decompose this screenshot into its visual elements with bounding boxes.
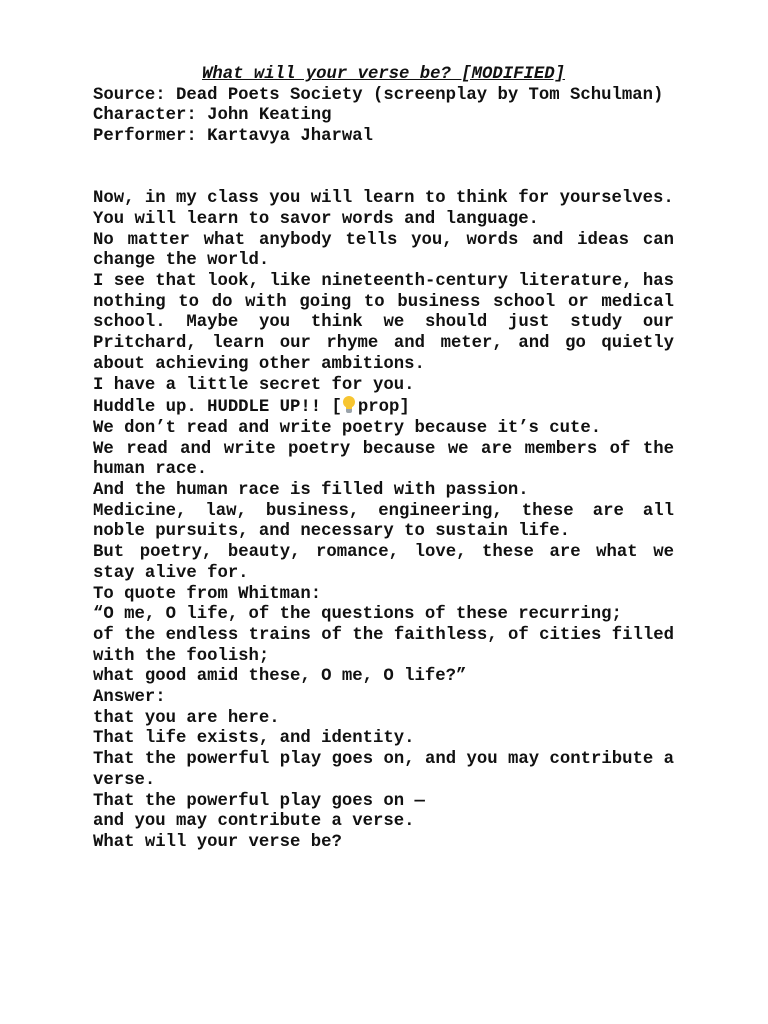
document-page: [93, 64, 674, 854]
text-line: “O me, O life, of the questions of these recurring;: [93, 605, 622, 625]
text-line: I see that look, like nineteenth‐century literature, has nothing to do with going to business school or medical school. Maybe you think we should just study our Pritchard, learn our rhyme and meter, and go quietly about achieving other ambitions.: [93, 272, 674, 374]
lightbulb-icon: [342, 396, 356, 414]
huddle-text-after: prop]: [357, 398, 410, 418]
text-line: what good amid these, O me, O life?”: [93, 667, 467, 687]
text-line: Answer:: [93, 688, 166, 708]
text-line: You will learn to savor words and language.: [93, 209, 539, 229]
section-spacer: [93, 148, 674, 189]
text-line: Now, in my class you will learn to think for yourselves.: [93, 189, 674, 209]
meta-character: Character: John Keating: [93, 106, 332, 126]
text-line: That life exists, and identity.: [93, 729, 415, 749]
text-line: That the powerful play goes on —: [93, 791, 425, 811]
document-title: What will your verse be? [MODIFIED]: [202, 65, 565, 84]
text-line: of the endless trains of the faithless, of cities filled with the foolish;: [93, 625, 674, 666]
meta-performer: Performer: Kartavya Jharwal: [93, 127, 374, 147]
huddle-text-before: Huddle up. HUDDLE UP!! [: [93, 398, 342, 418]
text-line: That the powerful play goes on, and you may contribute a verse.: [93, 750, 674, 790]
huddle-line: [93, 396, 674, 419]
text-line: We read and write poetry because we are members of the human race.: [93, 439, 674, 480]
meta-source: Source: Dead Poets Society (screenplay by Tom Schulman): [93, 85, 664, 105]
text-line: But poetry, beauty, romance, love, these are what we stay alive for.: [93, 543, 674, 583]
text-line: To quote from Whitman:: [93, 584, 322, 604]
text-line: that you are here.: [93, 708, 280, 728]
text-line: and you may contribute a verse.: [93, 812, 415, 832]
text-line: And the human race is filled with passion.: [93, 481, 529, 501]
text-line: What will your verse be?: [93, 833, 342, 852]
text-line: We don’t read and write poetry because it’s cute.: [93, 418, 602, 438]
text-line: Medicine, law, business, engineering, these are all noble pursuits, and necessary to sustain life.: [93, 501, 674, 542]
text-line: No matter what anybody tells you, words and ideas can change the world.: [93, 230, 674, 271]
text-line: I have a little secret for you.: [93, 375, 415, 395]
